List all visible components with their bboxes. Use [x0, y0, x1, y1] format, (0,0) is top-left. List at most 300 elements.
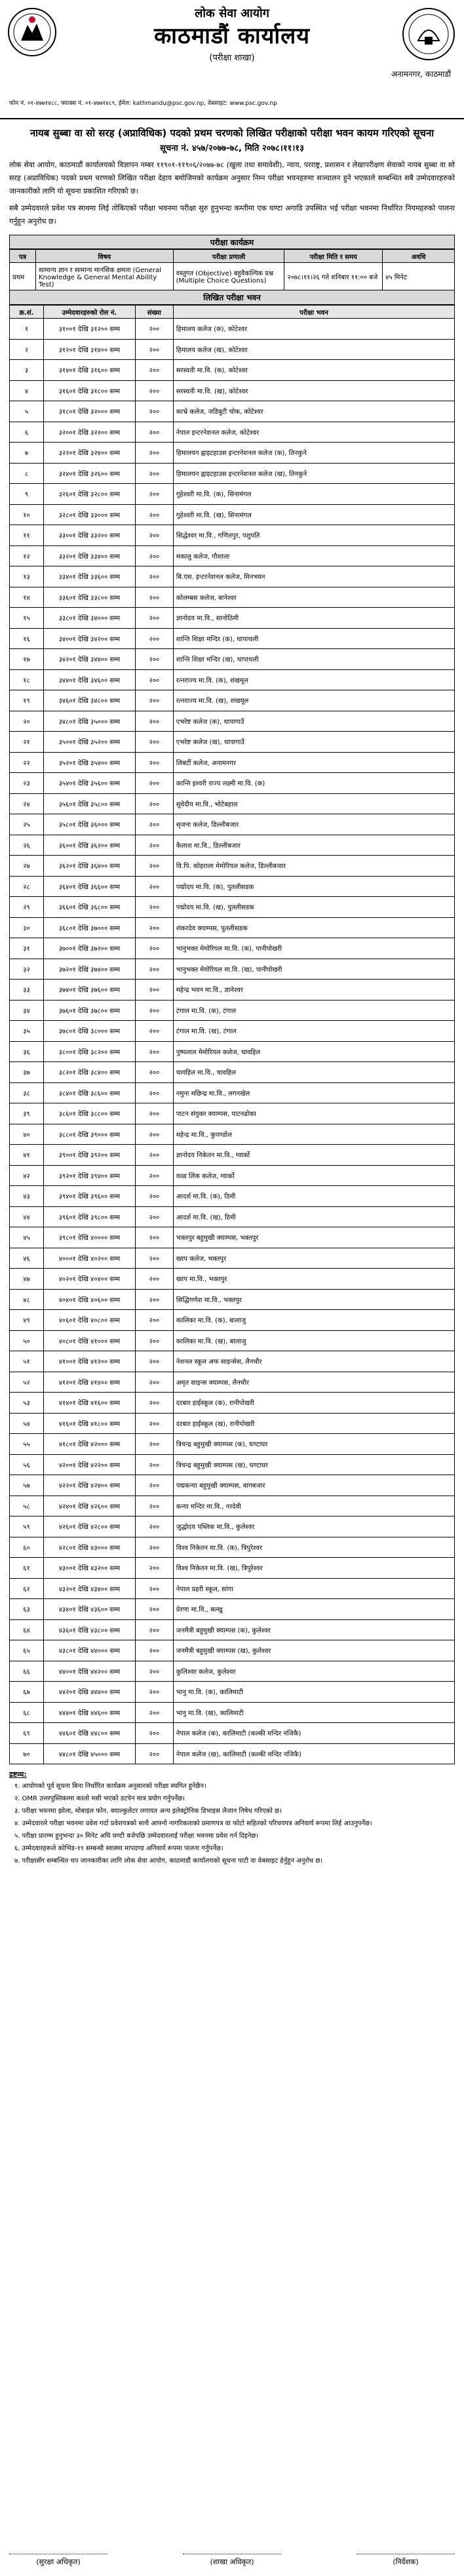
- contact-line: फोन नं. ०१-४७७१४८८, फ्याक्स नं. ०१-४७७१४८९, ईमेल: kathmandu@psc.gov.np, वेबसाइट: www.psc.gov.np: [9, 100, 277, 107]
- table-cell: २००: [135, 1124, 173, 1145]
- table-cell: ३८२०१ देखि ३८४०० सम्म: [43, 1062, 135, 1083]
- centers-header-row: [10, 306, 455, 319]
- schedule-header-cell: परीक्षा प्रणाली: [173, 250, 284, 263]
- table-cell: जनमैत्री बहुमुखी क्याम्पस (क), कुलेश्वर: [173, 1619, 454, 1640]
- table-cell: ३४००१ देखि ३४२०० सम्म: [43, 628, 135, 649]
- table-cell: ३७२०१ देखि ३७४०० सम्म: [43, 959, 135, 980]
- table-cell: दरबार हाईस्कूल (क), रानीपोखरी: [173, 1393, 454, 1414]
- centers-header-cell: परीक्षा भवन: [173, 306, 454, 319]
- table-cell: २००: [135, 1330, 173, 1351]
- table-cell: २००: [135, 773, 173, 794]
- table-row: [10, 876, 455, 897]
- table-cell: ४३००१ देखि ४३२०० सम्म: [43, 1558, 135, 1579]
- table-cell: २७: [10, 856, 44, 877]
- table-cell: भानुभक्त मेमोरियल मा.वि. (ख), पानीपोखरी: [173, 959, 454, 980]
- table-row: [10, 545, 455, 566]
- table-cell: ४३२०१ देखि ४३४०० सम्म: [43, 1578, 135, 1599]
- table-cell: २: [10, 339, 44, 360]
- table-cell: ३२२०१ देखि ३२४०० सम्म: [43, 443, 135, 464]
- table-row: [10, 1413, 455, 1434]
- centers-header-cell: क्र.सं.: [10, 306, 44, 319]
- table-cell: विश्व निकेतन मा.वि. (ख), त्रिपुरेश्वर: [173, 1558, 454, 1579]
- note-item: ६. उम्मेदवारहरूले कोभिड-१९ सम्बन्धी स्वास्थ्य मापदण्ड अनिवार्य रूपमा पालना गर्नुपर्नेछ।: [14, 1845, 223, 1852]
- table-row: [10, 1248, 455, 1269]
- table-row: [10, 1723, 455, 1744]
- table-cell: ३३६०१ देखि ३३८०० सम्म: [43, 587, 135, 608]
- table-cell: ४३६०१ देखि ४३८०० सम्म: [43, 1619, 135, 1640]
- table-cell: ४४८०१ देखि ४५००० सम्म: [43, 1743, 135, 1764]
- table-row: [10, 1103, 455, 1124]
- branch-name: (परीक्षा शाखा): [209, 53, 255, 63]
- table-cell: ३१: [10, 938, 44, 959]
- table-cell: त्रिचन्द्र बहुमुखी क्याम्पस (क), घण्टाघर: [173, 1434, 454, 1455]
- table-cell: ३५६०१ देखि ३५८०० सम्म: [43, 793, 135, 814]
- table-cell: सुवेदीय मा.वि., भोटेबहाल: [173, 793, 454, 814]
- table-cell: पद्मोदय मा.वि. (क), पुतलीसडक: [173, 876, 454, 897]
- table-cell: २००: [135, 1227, 173, 1248]
- table-cell: ३५२०१ देखि ३५४०० सम्म: [43, 752, 135, 773]
- table-cell: २००: [135, 917, 173, 938]
- table-cell: २००: [135, 1351, 173, 1372]
- table-row: [10, 1434, 455, 1455]
- table-row: [10, 669, 455, 690]
- table-cell: ६०: [10, 1537, 44, 1558]
- table-cell: २००: [135, 1661, 173, 1682]
- note-item: १. आयोगको पूर्व सूचना बिना निर्धारित कार्यक्रम अनुसारको परीक्षा स्थगित हुनेछैन।: [14, 1783, 206, 1790]
- table-cell: ३४: [10, 1000, 44, 1021]
- table-cell: २००: [135, 1289, 173, 1310]
- table-cell: हिमालय कलेज (क), कोटेश्वर: [173, 319, 454, 340]
- table-row: [10, 1702, 455, 1723]
- table-cell: २००: [135, 1310, 173, 1331]
- table-cell: २००: [135, 1145, 173, 1166]
- table-cell: दरबार हाईस्कूल (ख), रानीपोखरी: [173, 1413, 454, 1434]
- table-cell: ६६: [10, 1661, 44, 1682]
- schedule-cell: प्रथम: [10, 263, 36, 290]
- centers-header-cell: उम्मेदवारहरुको रोल नं.: [43, 306, 135, 319]
- table-cell: १४: [10, 587, 44, 608]
- table-cell: ३४६०१ देखि ३४८०० सम्म: [43, 690, 135, 711]
- note-item: ४. उम्मेदवारले परीक्षा भवनमा प्रवेश गर्दा प्रवेशपत्रको साथै आफ्नो नागरिकताको प्रमाणपत्र वा फोटो सहितको परिचयपत्र अनिवार्य रूपमा लिई आउनुपर्नेछ।: [14, 1820, 372, 1827]
- table-cell: रत्नराज्य मा.वि. (ख), शंखमूल: [173, 690, 454, 711]
- table-cell: भक्तपुर बहुमुखी क्याम्पस, भक्तपुर: [173, 1227, 454, 1248]
- table-cell: २००: [135, 732, 173, 753]
- table-row: [10, 1186, 455, 1207]
- signature: [9, 2554, 107, 2567]
- table-cell: २००: [135, 380, 173, 401]
- table-cell: नमुना मछिन्द्र मा.वि., लगनखेल: [173, 1082, 454, 1103]
- table-cell: रत्नराज्य मा.वि. (क), शंखमूल: [173, 669, 454, 690]
- table-cell: २००: [135, 649, 173, 670]
- table-row: [10, 504, 455, 525]
- table-cell: ६७: [10, 1682, 44, 1703]
- table-cell: ३६६०१ देखि ३६८०० सम्म: [43, 897, 135, 918]
- table-row: [10, 1206, 455, 1227]
- psc-logo-icon: [401, 7, 456, 62]
- table-cell: ७: [10, 443, 44, 464]
- table-cell: २००: [135, 1000, 173, 1021]
- table-cell: २००: [135, 628, 173, 649]
- table-cell: २००: [135, 1393, 173, 1414]
- table-row: [10, 1062, 455, 1083]
- table-row: [10, 628, 455, 649]
- note-item: ७. परीक्षासँग सम्बन्धित थप जानकारीका लागि लोक सेवा आयोग, काठमाडौं कार्यालयको सूचना पाटी वा वेबसाइट हेर्नुहुन अनुरोध छ।: [14, 1857, 323, 1865]
- table-row: [10, 1372, 455, 1393]
- table-row: [10, 463, 455, 484]
- schedule-header-row: [10, 250, 455, 263]
- table-cell: विश्व निकेतन मा.वि. (क), त्रिपुरेश्वर: [173, 1537, 454, 1558]
- table-cell: ३७६०१ देखि ३७८०० सम्म: [43, 1000, 135, 1021]
- schedule-cell: सामान्य ज्ञान र सामान्य मानसिक क्षमता (General Knowledge & General Mental Ability Test): [35, 263, 173, 290]
- table-cell: २००: [135, 1413, 173, 1434]
- table-cell: ३६००१ देखि ३६२०० सम्म: [43, 835, 135, 856]
- table-cell: २००: [135, 856, 173, 877]
- signature-label: (सुरक्षा अधिकृत): [36, 2558, 81, 2566]
- table-cell: २००: [135, 1619, 173, 1640]
- table-cell: ६९: [10, 1723, 44, 1744]
- note-item: ३. परीक्षा भवनमा झोला, मोबाइल फोन, क्याल्कुलेटर लगायत अन्य इलेक्ट्रोनिक डिभाइस लैजान निषेध गरिएको छ।: [14, 1808, 282, 1815]
- table-cell: २००: [135, 711, 173, 732]
- table-cell: पद्मोदय मा.वि. (ख), पुतलीसडक: [173, 897, 454, 918]
- table-cell: २००: [135, 566, 173, 587]
- table-cell: ३८००१ देखि ३८२०० सम्म: [43, 1041, 135, 1062]
- letterhead: [0, 0, 464, 119]
- table-row: [10, 1269, 455, 1290]
- table-cell: २००: [135, 1186, 173, 1207]
- table-cell: २००: [135, 1723, 173, 1744]
- table-cell: ३६२०१ देखि ३६४०० सम्म: [43, 856, 135, 877]
- table-cell: ३१२०१ देखि ३१४०० सम्म: [43, 339, 135, 360]
- table-cell: २९: [10, 897, 44, 918]
- table-cell: ४८: [10, 1289, 44, 1310]
- table-row: [10, 1289, 455, 1310]
- table-cell: २००: [135, 360, 173, 381]
- table-cell: ८: [10, 463, 44, 484]
- notice-reference: सूचना नं. ४५७/२०७७-७८, मिति २०७८।११।१३: [160, 144, 304, 153]
- schedule-cell: वस्तुगत (Objective) बहुवैकल्पिक प्रश्न (Multiple Choice Questions): [173, 263, 284, 290]
- table-row: [10, 1124, 455, 1145]
- table-cell: ३२४०१ देखि ३२६०० सम्म: [43, 463, 135, 484]
- note-item: २. OMR उत्तरपुस्तिकामा कालो मसी भएको डटपेन मात्र प्रयोग गर्नुपर्नेछ।: [14, 1795, 185, 1802]
- signature: [357, 2554, 455, 2567]
- table-cell: २००: [135, 752, 173, 773]
- table-cell: ३९२०१ देखि ३९४०० सम्म: [43, 1165, 135, 1186]
- table-cell: ३७: [10, 1062, 44, 1083]
- notice-paragraph: लोक सेवा आयोग, काठमाडौं कार्यालयको विज्ञापन नम्बर ११९०१-११९०६/२०७७-७८ (खुला तथा समावेशी), न्याय, परराष्ट्र, प्रशासन र लेखापरीक्षण सेवाको नायब सुब्बा वा सो सरह (अप्राविधिक) पदको प्रथम चरणको लिखित परीक्षा देहाय बमोजिमको कार्यक्रम अनुसार निम्न परीक्षा भवनहरुमा सञ्चालन हुने भएकाले सम्बन्धित सबै उम्मेदवारहरुको जानकारीको लागि यो सूचना प्रकाशित गरिएको छ।: [9, 161, 455, 195]
- table-cell: ११: [10, 525, 44, 546]
- table-cell: ख्वप मा.वि., भक्तपुर: [173, 1269, 454, 1290]
- table-row: [10, 917, 455, 938]
- table-cell: शान्ति शिक्षा मन्दिर (ख), थापाथली: [173, 649, 454, 670]
- table-cell: ३१००१ देखि ३१२०० सम्म: [43, 319, 135, 340]
- table-cell: ६४: [10, 1619, 44, 1640]
- schedule-cell: २०७८।११।२६ गते शनिबार ११:०० बजे: [284, 263, 383, 290]
- table-cell: ३४८०१ देखि ३५००० सम्म: [43, 711, 135, 732]
- signature: [183, 2554, 281, 2567]
- table-row: [10, 752, 455, 773]
- table-cell: ४१: [10, 1145, 44, 1166]
- table-cell: २००: [135, 1578, 173, 1599]
- table-cell: हिमालयन ह्वाइटहाउस इन्टरनेशनल कलेज (ख), तिनकुने: [173, 463, 454, 484]
- table-cell: वि.पि. कोइराला मेमोरियल कलेज, डिल्लीबजार: [173, 856, 454, 877]
- table-cell: ४४००१ देखि ४४२०० सम्म: [43, 1661, 135, 1682]
- table-cell: ३५००१ देखि ३५२०० सम्म: [43, 732, 135, 753]
- table-cell: २००: [135, 1269, 173, 1290]
- table-cell: २००: [135, 422, 173, 443]
- table-cell: २००: [135, 1165, 173, 1186]
- notes-list: [0, 1781, 464, 1867]
- table-cell: ३२००१ देखि ३२२०० सम्म: [43, 422, 135, 443]
- table-cell: २४: [10, 793, 44, 814]
- table-cell: ६: [10, 422, 44, 443]
- table-cell: प्रेरणा मा.वि., बल्खु: [173, 1599, 454, 1620]
- table-cell: १७: [10, 649, 44, 670]
- table-cell: १०: [10, 504, 44, 525]
- table-cell: ४३८०१ देखि ४४००० सम्म: [43, 1640, 135, 1661]
- table-cell: ३३००१ देखि ३३२०० सम्म: [43, 525, 135, 546]
- table-cell: २००: [135, 608, 173, 629]
- table-cell: ३५: [10, 1021, 44, 1042]
- table-cell: ३३२०१ देखि ३३४०० सम्म: [43, 545, 135, 566]
- table-cell: ३२८०१ देखि ३३००० सम्म: [43, 504, 135, 525]
- table-cell: एभरेष्ट कलेज (ख), थापागाउँ: [173, 732, 454, 753]
- table-cell: २००: [135, 587, 173, 608]
- table-cell: एभरेष्ट कलेज (क), थापागाउँ: [173, 711, 454, 732]
- table-cell: ५८: [10, 1496, 44, 1516]
- table-row: [10, 711, 455, 732]
- table-cell: ६१: [10, 1558, 44, 1579]
- table-cell: २००: [135, 1475, 173, 1496]
- table-cell: २००: [135, 1454, 173, 1475]
- table-cell: ६५: [10, 1640, 44, 1661]
- table-cell: कोलम्बस कलेज, बानेश्वर: [173, 587, 454, 608]
- table-cell: ३७००१ देखि ३७२०० सम्म: [43, 938, 135, 959]
- centers-title: लिखित परीक्षा भवन: [9, 290, 455, 305]
- table-cell: ३१४०१ देखि ३१६०० सम्म: [43, 360, 135, 381]
- table-cell: ज्ञानोदय मा.वि., सानोठिमी: [173, 608, 454, 629]
- table-cell: २००: [135, 793, 173, 814]
- table-row: [10, 319, 455, 340]
- table-row: [10, 1640, 455, 1661]
- signature-block: [9, 2554, 455, 2567]
- table-cell: ४१००१ देखि ४१२०० सम्म: [43, 1351, 135, 1372]
- table-cell: २५: [10, 814, 44, 835]
- table-row: [10, 1537, 455, 1558]
- table-cell: ३४२०१ देखि ३४४०० सम्म: [43, 649, 135, 670]
- table-cell: नेपाल इन्टरनेशनल कलेज, कोटेश्वर: [173, 422, 454, 443]
- table-cell: २००: [135, 319, 173, 340]
- table-cell: २००: [135, 1062, 173, 1083]
- table-cell: १३: [10, 566, 44, 587]
- table-cell: ४३४०१ देखि ४३६०० सम्म: [43, 1599, 135, 1620]
- table-cell: २००: [135, 1082, 173, 1103]
- table-cell: ४२८०१ देखि ४३००० सम्म: [43, 1537, 135, 1558]
- table-cell: ३२६०१ देखि ३२८०० सम्म: [43, 484, 135, 505]
- table-cell: कैलाश मा.वि., डिल्लीबजार: [173, 835, 454, 856]
- table-cell: ४०००१ देखि ४०२०० सम्म: [43, 1248, 135, 1269]
- table-cell: २००: [135, 835, 173, 856]
- table-cell: ५९: [10, 1516, 44, 1537]
- table-row: [10, 1599, 455, 1620]
- table-cell: ४२४०१ देखि ४२६०० सम्म: [43, 1496, 135, 1516]
- table-row: [10, 938, 455, 959]
- table-cell: २००: [135, 1702, 173, 1723]
- table-cell: ४२६०१ देखि ४२८०० सम्म: [43, 1516, 135, 1537]
- table-row: [10, 1496, 455, 1516]
- table-cell: ३४४०१ देखि ३४६०० सम्म: [43, 669, 135, 690]
- table-cell: ३९: [10, 1103, 44, 1124]
- table-cell: ५: [10, 401, 44, 422]
- table-cell: २००: [135, 339, 173, 360]
- table-cell: ६८: [10, 1702, 44, 1723]
- table-row: [10, 566, 455, 587]
- table-cell: ३१६०१ देखि ३१८०० सम्म: [43, 380, 135, 401]
- table-cell: ३८६०१ देखि ३८८०० सम्म: [43, 1103, 135, 1124]
- table-cell: सृजना कलेज, डिल्लीबजार: [173, 814, 454, 835]
- table-cell: २००: [135, 1516, 173, 1537]
- table-cell: ज्ञानोदय निकेतन मा.वि., ग्वार्को: [173, 1145, 454, 1166]
- table-cell: २००: [135, 959, 173, 980]
- centers-body: [10, 319, 455, 1764]
- table-row: [10, 1454, 455, 1475]
- table-row: [10, 484, 455, 505]
- table-cell: ४४६०१ देखि ४४८०० सम्म: [43, 1723, 135, 1744]
- table-cell: ५१: [10, 1351, 44, 1372]
- table-cell: ३८८०१ देखि ३९००० सम्म: [43, 1124, 135, 1145]
- table-cell: नेपाल प्रहरी स्कूल, सांगा: [173, 1578, 454, 1599]
- table-row: [10, 1165, 455, 1186]
- table-cell: बि.एस. इन्टरनेशनल कलेज, मिनभवन: [173, 566, 454, 587]
- table-cell: सिद्धेश्वर मा.वि., गणितपुर, पशुपति: [173, 525, 454, 546]
- table-row: [10, 1145, 455, 1166]
- table-row: [10, 525, 455, 546]
- table-cell: ३६: [10, 1041, 44, 1062]
- table-cell: महेन्द्र मा.वि., कुपण्डोल: [173, 1124, 454, 1145]
- table-row: [10, 1558, 455, 1579]
- table-cell: त्रिचन्द्र बहुमुखी क्याम्पस (ख), घण्टाघर: [173, 1454, 454, 1475]
- table-cell: पुष्पलाल मेमोरियल कलेज, चावहिल: [173, 1041, 454, 1062]
- schedule-cell: ४५ मिनेट: [383, 263, 455, 290]
- table-cell: ३६८०१ देखि ३७००० सम्म: [43, 917, 135, 938]
- table-row: [10, 380, 455, 401]
- table-cell: २००: [135, 1640, 173, 1661]
- table-cell: गुहेश्वरी मा.वि. (क), सिनामंगल: [173, 484, 454, 505]
- table-cell: ३: [10, 360, 44, 381]
- table-cell: १६: [10, 628, 44, 649]
- table-cell: ४१४०१ देखि ४१६०० सम्म: [43, 1393, 135, 1414]
- office-title: काठमाडौं कार्यालय: [154, 23, 310, 49]
- table-row: [10, 690, 455, 711]
- table-cell: ४०६०१ देखि ४०८०० सम्म: [43, 1310, 135, 1331]
- table-cell: २३: [10, 773, 44, 794]
- table-cell: २००: [135, 1743, 173, 1764]
- table-cell: २००: [135, 1248, 173, 1269]
- table-row: [10, 1682, 455, 1703]
- table-cell: ५२: [10, 1372, 44, 1393]
- table-cell: १२: [10, 545, 44, 566]
- notice-paragraph: सबै उम्मेदवारले प्रवेश पत्र साथमा लिई तोकिएको परीक्षा भवनमा परीक्षा सुरु हुनुभन्दा कम्तीमा एक घण्टा अगाडि उपस्थित भई परीक्षा भवनमा निर्धारित नियमहरुको पालना गर्नुहुन अनुरोध छ।: [9, 204, 455, 226]
- table-cell: ३७४०१ देखि ३७६०० सम्म: [43, 980, 135, 1001]
- table-row: [10, 1661, 455, 1682]
- table-cell: पद्मकन्या बहुमुखी क्याम्पस, बागबजार: [173, 1475, 454, 1496]
- table-cell: २८: [10, 876, 44, 897]
- table-cell: ४९: [10, 1310, 44, 1331]
- table-cell: मकालु कलेज, गौशाला: [173, 545, 454, 566]
- table-cell: २००: [135, 525, 173, 546]
- table-cell: कान्ति इश्वरी राज्य लक्ष्मी मा.वि. (क): [173, 773, 454, 794]
- table-row: [10, 1743, 455, 1764]
- table-cell: २००: [135, 876, 173, 897]
- table-row: [10, 897, 455, 918]
- table-cell: हिमालय कलेज (ख), कोटेश्वर: [173, 339, 454, 360]
- table-cell: सिद्धिगणेश मा.वि., भक्तपुर: [173, 1289, 454, 1310]
- table-cell: २००: [135, 669, 173, 690]
- table-cell: भानु मा.वि. (ख), कालिमाटी: [173, 1702, 454, 1723]
- table-cell: आदर्श मा.वि. (ख), ठिमी: [173, 1206, 454, 1227]
- table-cell: २००: [135, 1021, 173, 1042]
- table-cell: ४४२०१ देखि ४४४०० सम्म: [43, 1682, 135, 1703]
- table-cell: २६: [10, 835, 44, 856]
- table-cell: २००: [135, 1599, 173, 1620]
- table-cell: ३३४०१ देखि ३३६०० सम्म: [43, 566, 135, 587]
- table-row: [10, 1310, 455, 1331]
- table-cell: ४१२०१ देखि ४१४०० सम्म: [43, 1372, 135, 1393]
- table-row: [10, 1000, 455, 1021]
- table-row: [10, 649, 455, 670]
- table-cell: ४१८०१ देखि ४२००० सम्म: [43, 1434, 135, 1455]
- table-cell: २००: [135, 1206, 173, 1227]
- table-cell: हिमालयन ह्वाइटहाउस इन्टरनेशनल कलेज (क), तिनकुने: [173, 443, 454, 464]
- table-cell: ४२२०१ देखि ४२४०० सम्म: [43, 1475, 135, 1496]
- table-row: [10, 980, 455, 1001]
- table-cell: १८: [10, 669, 44, 690]
- table-cell: ४: [10, 380, 44, 401]
- table-cell: २००: [135, 463, 173, 484]
- table-row: [10, 1516, 455, 1537]
- table-cell: कालिका मा.वि. (ख), बालाजु: [173, 1330, 454, 1351]
- exam-centers-table: [9, 305, 455, 1764]
- table-cell: ४५: [10, 1227, 44, 1248]
- table-cell: टंगाल मा.वि. (ख), टंगाल: [173, 1021, 454, 1042]
- table-row: [10, 443, 455, 464]
- table-cell: ४६: [10, 1248, 44, 1269]
- table-cell: ३७८०१ देखि ३८००० सम्म: [43, 1021, 135, 1042]
- table-cell: टंगाल मा.वि. (क), टंगाल: [173, 1000, 454, 1021]
- table-cell: २१: [10, 732, 44, 753]
- table-cell: ३२: [10, 959, 44, 980]
- notice-title: नायब सुब्बा वा सो सरह (अप्राविधिक) पदको प्रथम चरणको लिखित परीक्षाको परीक्षा भवन कायम गरिएको सूचना: [29, 127, 435, 139]
- table-cell: नेशनल स्कूल अफ साइन्सेस, लैनचौर: [173, 1351, 454, 1372]
- table-cell: २००: [135, 443, 173, 464]
- centers-header-cell: संख्या: [135, 306, 173, 319]
- table-cell: चावहिल मा.वि., चावहिल: [173, 1062, 454, 1083]
- table-row: [10, 587, 455, 608]
- table-cell: २००: [135, 980, 173, 1001]
- table-cell: नेपाल कलेज (क), कालिमाटी (कल्की मन्दिर नजिकै): [173, 1723, 454, 1744]
- table-row: [10, 773, 455, 794]
- table-cell: ४०२०१ देखि ४०४०० सम्म: [43, 1269, 135, 1290]
- table-cell: २००: [135, 897, 173, 918]
- table-cell: २००: [135, 814, 173, 835]
- table-cell: ४२००१ देखि ४२२०० सम्म: [43, 1454, 135, 1475]
- table-row: [10, 360, 455, 381]
- table-row: [10, 1475, 455, 1496]
- table-row: [10, 401, 455, 422]
- schedule-title: परीक्षा कार्यक्रम: [9, 235, 455, 249]
- table-cell: २०: [10, 711, 44, 732]
- table-cell: अमृत साइन्स क्याम्पस, लैनचौर: [173, 1372, 454, 1393]
- signature-label: (निर्देशक): [393, 2558, 419, 2566]
